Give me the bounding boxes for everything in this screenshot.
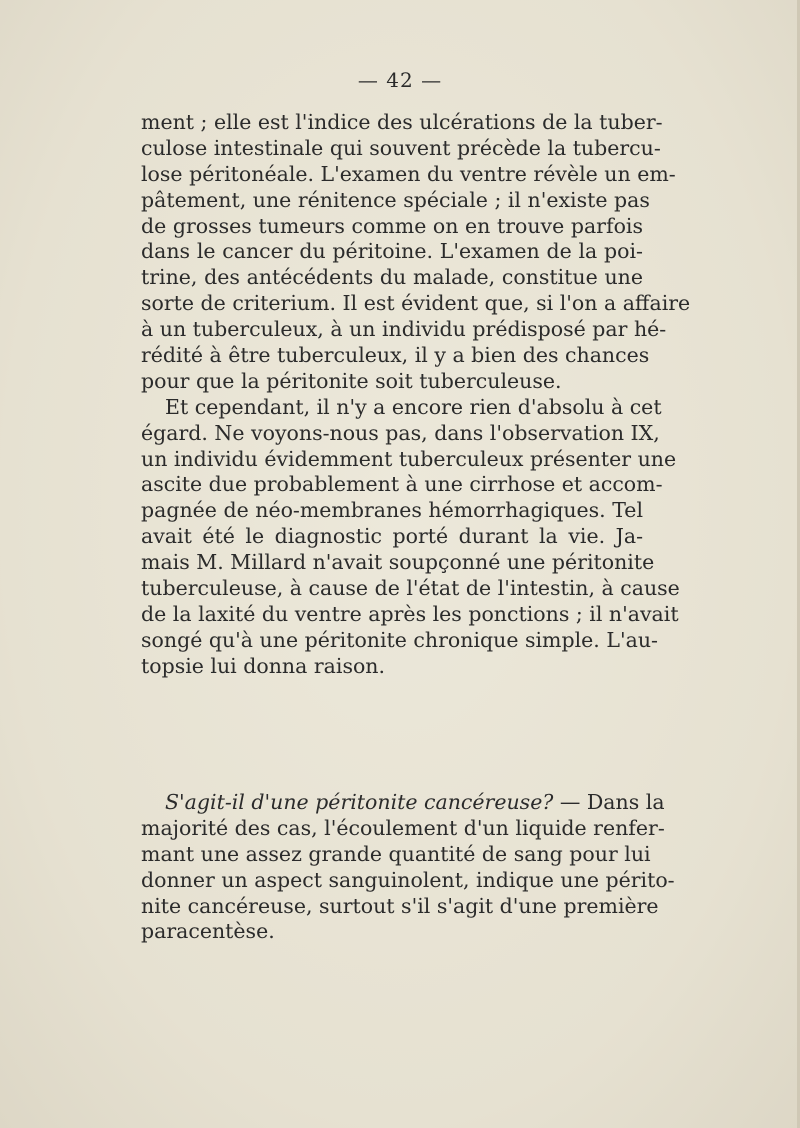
section-cancerous-peritonitis [141,790,675,945]
text-line: ascite due probablement à une cirrhose et accom- [141,472,663,497]
text-line: avait été le diagnostic porté durant la vie. Ja- [141,524,643,549]
text-line: égard. Ne voyons-nous pas, dans l'observation IX, [141,420,660,445]
text-line: nite cancéreuse, surtout s'il s'agit d'une première [141,893,659,918]
body-text [141,110,691,680]
paragraph-2 [141,394,680,680]
text-line: pagnée de néo-membranes hémorrhagiques. Tel [141,498,643,523]
text-line: rédité à être tuberculeux, il y a bien des chances [141,343,650,368]
text-line: mant une assez grande quantité de sang pour lui [141,841,651,866]
text-line: Et cependant, il n'y a encore rien d'absolu à cet [165,394,662,419]
section-heading-line [141,790,665,816]
text-line: sorte de criterium. Il est évident que, si l'on a affaire [141,291,691,316]
text-line: de grosses tumeurs comme on en trouve parfois [141,213,643,238]
text-line: ment ; elle est l'indice des ulcérations de la tuber- [141,110,663,134]
text-line: culose intestinale qui souvent précède la tubercu- [141,135,661,160]
text-line: pour que la péritonite soit tuberculeuse. [141,368,562,393]
text-line: un individu évidemment tuberculeux présenter une [141,446,677,471]
section-heading-rest: — Dans la [553,790,665,814]
text-line: topsie lui donna raison. [141,653,386,678]
text-line: pâtement, une rénitence spéciale ; il n'existe pas [141,187,650,212]
text-line: de la laxité du ventre après les ponctions ; il n'avait [141,601,679,626]
text-line: songé qu'à une péritonite chronique simple. L'au- [141,627,658,652]
text-line: tuberculeuse, à cause de l'état de l'intestin, à cause [141,576,680,601]
section-heading: S'agit-il d'une péritonite cancéreuse? [165,790,554,814]
text-line: paracentèse. [141,919,275,944]
text-line: donner un aspect sanguinolent, indique une périto- [141,867,675,892]
text-line: dans le cancer du péritoine. L'examen de la poi- [141,239,643,264]
paragraph-1 [141,110,691,395]
page-number: — 42 — [357,68,443,92]
text-line: lose péritonéale. L'examen du ventre révèle un em- [141,161,676,186]
text-line: à un tuberculeux, à un individu prédisposé par hé- [141,317,667,342]
text-line: majorité des cas, l'écoulement d'un liquide renfer- [141,815,665,840]
text-line: trine, des antécédents du malade, constitue une [141,265,643,290]
text-line: mais M. Millard n'avait soupçonné une péritonite [141,550,655,575]
